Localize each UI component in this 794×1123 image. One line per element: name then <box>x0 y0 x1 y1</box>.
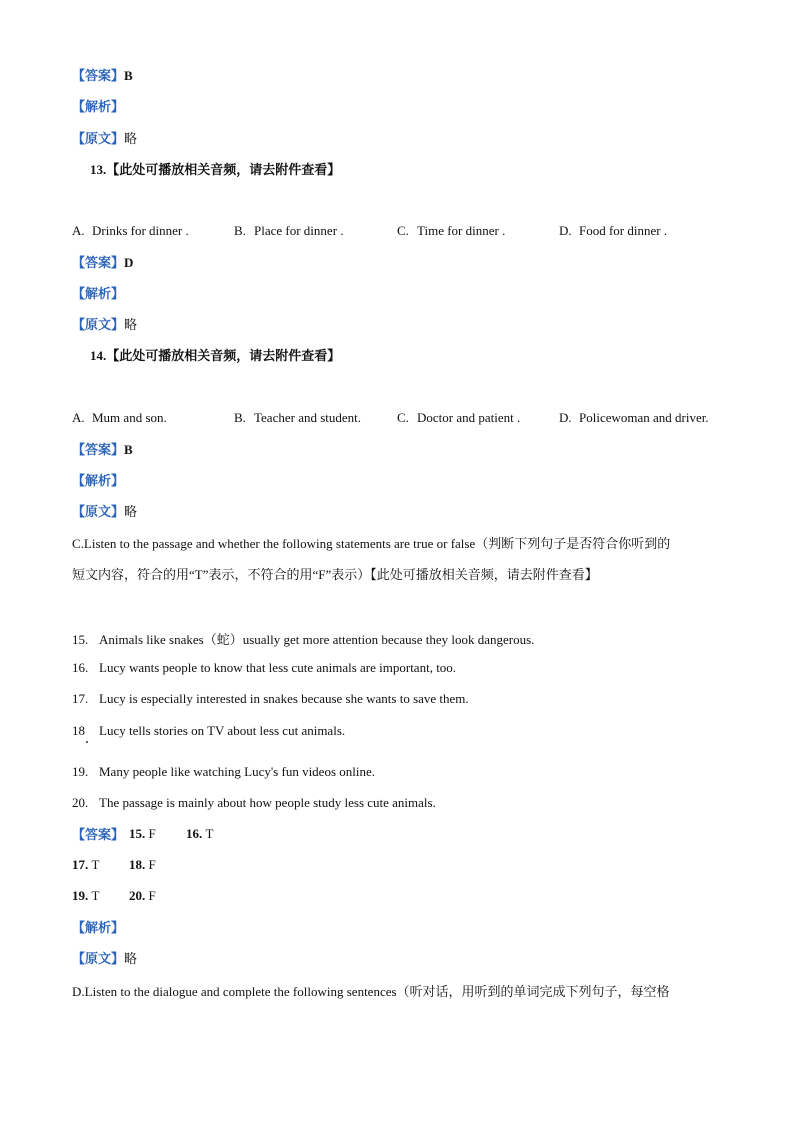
analysis-line-14 <box>72 472 124 490</box>
analysis-line-13 <box>72 285 124 303</box>
section-c-intro-line1: C.Listen to the passage and whether the following statements are true or false（判断下列句子是否符合你听到的 <box>72 536 671 551</box>
statement-18: 18 Lucy tells stories on TV about less cut animals. <box>72 723 346 738</box>
original-value: 略 <box>124 131 138 146</box>
answer-value: D <box>124 255 134 270</box>
original-label: 【原文】 <box>72 504 125 519</box>
answer-line-13 <box>72 254 133 272</box>
answer-value: B <box>124 442 133 457</box>
analysis-label: 【解析】 <box>72 920 125 935</box>
original-label: 【原文】 <box>72 131 125 146</box>
original-line-12 <box>72 130 137 148</box>
answer-label: 【答案】 <box>72 255 125 270</box>
question-14-prompt[interactable]: 14.【此处可播放相关音频，请去附件查看】 <box>90 348 341 363</box>
statement-17: 17. Lucy is especially interested in snakes because she wants to save them. <box>72 691 469 706</box>
answer-label: 【答案】 <box>72 827 125 842</box>
analysis-line-c <box>72 919 124 937</box>
section-c-intro-line2[interactable]: 短文内容，符合的用“T”表示，不符合的用“F”表示）【此处可播放相关音频，请去附件查看】 <box>72 567 598 582</box>
answer-label: 【答案】 <box>72 442 125 457</box>
analysis-label: 【解析】 <box>72 286 125 301</box>
option-c[interactable]: C. Doctor and patient . <box>397 410 521 425</box>
option-a[interactable]: A. Drinks for dinner . <box>72 223 189 238</box>
analysis-label: 【解析】 <box>72 99 125 114</box>
statement-20: 20. The passage is mainly about how people study less cute animals. <box>72 795 436 810</box>
answer-15: 15. F <box>129 826 156 841</box>
question-13-prompt[interactable]: 13.【此处可播放相关音频，请去附件查看】 <box>90 162 341 177</box>
answer-line-c <box>72 826 124 844</box>
answer-value: B <box>124 68 133 83</box>
original-label: 【原文】 <box>72 951 125 966</box>
answer-16: 16. T <box>186 826 214 841</box>
question-14-options <box>72 410 732 428</box>
analysis-line-12 <box>72 98 124 116</box>
answer-18: 18. F <box>129 857 156 872</box>
option-b[interactable]: B. Place for dinner . <box>234 223 344 238</box>
original-line-13 <box>72 316 137 334</box>
original-value: 略 <box>124 504 138 519</box>
original-value: 略 <box>124 951 138 966</box>
section-d-intro: D.Listen to the dialogue and complete the following sentences（听对话，用听到的单词完成下列句子，每空格 <box>72 984 670 999</box>
original-line-c <box>72 950 137 968</box>
option-d[interactable]: D. Food for dinner . <box>559 223 668 238</box>
statement-16: 16. Lucy wants people to know that less cute animals are important, too. <box>72 660 457 675</box>
option-d[interactable]: D. Policewoman and driver. <box>559 410 709 425</box>
original-label: 【原文】 <box>72 317 125 332</box>
statement-19: 19. Many people like watching Lucy's fun videos online. <box>72 764 376 779</box>
original-line-14 <box>72 503 137 521</box>
answer-17: 17. T <box>72 857 100 872</box>
option-b[interactable]: B. Teacher and student. <box>234 410 362 425</box>
stray-dot <box>86 741 88 743</box>
analysis-label: 【解析】 <box>72 473 125 488</box>
question-13-options <box>72 223 732 241</box>
answer-19: 19. T <box>72 888 100 903</box>
answer-20: 20. F <box>129 888 156 903</box>
original-value: 略 <box>124 317 138 332</box>
answer-label: 【答案】 <box>72 68 125 83</box>
option-a[interactable]: A. Mum and son. <box>72 410 167 425</box>
answer-line-12 <box>72 67 133 85</box>
option-c[interactable]: C. Time for dinner . <box>397 223 506 238</box>
statement-15: 15. Animals like snakes（蛇）usually get more attention because they look dangerous. <box>72 632 535 647</box>
answer-line-14 <box>72 441 133 459</box>
